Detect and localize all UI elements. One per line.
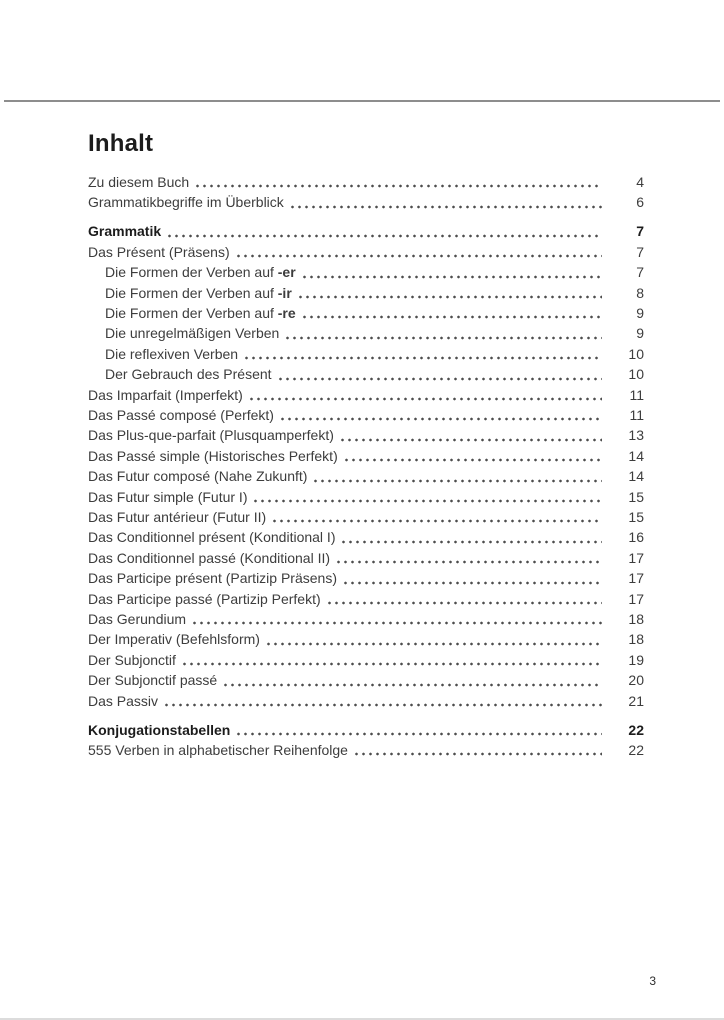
toc-row (88, 385, 644, 405)
toc-entry-text: Der Subjonctif (88, 651, 176, 668)
toc-entry-text: Das Présent (Präsens) (88, 243, 230, 260)
toc-row (88, 629, 644, 649)
dot-leader (284, 192, 614, 212)
toc-row (88, 344, 644, 364)
toc-entry-label (88, 172, 189, 192)
toc-entry-label (88, 446, 338, 466)
toc-row (88, 221, 644, 241)
toc-page-number: 8 (636, 284, 644, 301)
dot-leader (296, 303, 614, 323)
toc-page-number: 18 (628, 631, 644, 648)
toc-entry-label (88, 425, 334, 445)
dot-leader (292, 283, 614, 303)
toc-page-number: 18 (628, 611, 644, 628)
toc-page-number: 22 (628, 721, 644, 738)
toc-entry-label (105, 364, 272, 384)
toc-page-number: 9 (636, 325, 644, 342)
dot-leader (158, 691, 614, 711)
dot-leader (230, 242, 614, 262)
dot-leader (335, 527, 614, 547)
toc-page-number: 17 (628, 549, 644, 566)
toc-entry-label (88, 740, 348, 760)
toc-entry-text: Grammatik (88, 223, 162, 240)
toc-page-number: 7 (636, 243, 644, 260)
toc-entry-text: Das Imparfait (Imperfekt) (88, 386, 243, 403)
toc-list (88, 172, 644, 760)
toc-entry-label (88, 548, 330, 568)
dot-leader (321, 589, 614, 609)
dot-leader (279, 323, 614, 343)
toc-page-number: 15 (628, 488, 644, 505)
toc-page-number: 14 (628, 447, 644, 464)
toc-entry-text: Zu diesem Buch (88, 174, 190, 190)
dot-leader (274, 405, 614, 425)
toc-row (88, 303, 644, 323)
dot-leader (272, 364, 614, 384)
toc-entry-label (88, 507, 266, 527)
toc-page-number: 6 (636, 194, 644, 211)
dot-leader (260, 629, 614, 649)
toc-row (88, 527, 644, 547)
toc-row (88, 405, 644, 425)
toc-row (88, 609, 644, 629)
toc-row (88, 192, 644, 212)
dot-leader (247, 487, 614, 507)
toc-page-number: 21 (628, 692, 644, 709)
dot-leader (217, 670, 614, 690)
toc-page-number: 11 (629, 386, 644, 403)
toc-entry-text: Das Passé simple (Historisches Perfekt) (88, 447, 338, 464)
toc-entry-text: Das Gerundium (88, 611, 187, 628)
toc-page-number: 15 (628, 509, 644, 525)
toc-entry-text: Das Conditionnel passé (Konditional II) (88, 549, 331, 566)
dot-leader (230, 720, 614, 740)
toc-entry-text-bold: -er (277, 264, 296, 281)
toc-entry-label (88, 670, 217, 690)
toc-page-number: 13 (628, 427, 644, 444)
toc-entry-text: Die Formen der Verben auf (105, 304, 278, 321)
toc-row (88, 650, 644, 670)
toc-entry-text: Das Conditionnel présent (Konditional I) (88, 529, 336, 546)
toc-page-number: 7 (636, 264, 644, 281)
toc-page-number: 4 (636, 174, 644, 190)
toc-row (88, 425, 644, 445)
toc-entry-text: Grammatikbegriffe im Überblick (88, 194, 284, 211)
toc-row (88, 172, 644, 192)
toc-entry-text: Das Passé composé (Perfekt) (88, 406, 274, 423)
toc-entry-text: Das Passiv (88, 692, 159, 709)
toc-entry-label (88, 487, 247, 507)
toc-entry-label (88, 385, 243, 405)
dot-leader (334, 425, 614, 445)
toc-page-number: 19 (628, 651, 644, 668)
toc-entry-label (88, 527, 335, 547)
toc-row (88, 507, 644, 527)
toc-entry-text-bold: -re (277, 304, 296, 321)
toc-entry-text: Der Imperativ (Befehlsform) (88, 631, 260, 648)
toc-page-number: 16 (628, 529, 644, 546)
toc-row (88, 740, 644, 760)
dot-leader (243, 385, 614, 405)
toc-entry-text: Die unregelmäßigen Verben (105, 325, 280, 342)
toc-page-number: 22 (628, 741, 644, 758)
toc-entry-label (88, 629, 260, 649)
toc-page-number: 11 (629, 406, 644, 423)
toc-row (88, 720, 644, 740)
toc-row (88, 323, 644, 343)
toc-entry-text: Die reflexiven Verben (105, 345, 239, 362)
dot-leader (338, 446, 614, 466)
toc-entry-label (88, 221, 161, 241)
toc-page-number: 17 (628, 570, 644, 587)
toc-entry-label (88, 720, 230, 740)
toc-entry-label (88, 691, 158, 711)
toc-content (88, 130, 644, 760)
toc-entry-label (88, 242, 230, 262)
toc-entry-text: Das Participe présent (Partizip Präsens) (88, 570, 337, 587)
toc-entry-label (105, 303, 296, 323)
toc-entry-text: Der Subjonctif passé (88, 672, 218, 689)
dot-leader (161, 221, 614, 241)
toc-row (88, 670, 644, 690)
toc-entry-label (105, 262, 296, 282)
toc-entry-text-bold: -ir (277, 284, 292, 301)
page-title: Inhalt (88, 130, 154, 157)
toc-entry-text: Der Gebrauch des Présent (105, 366, 272, 383)
toc-entry-label (105, 283, 292, 303)
toc-row (88, 691, 644, 711)
toc-entry-label (105, 344, 238, 364)
header-rule (4, 100, 720, 102)
toc-entry-text: Das Futur simple (Futur I) (88, 488, 248, 505)
toc-row (88, 364, 644, 384)
dot-leader (307, 466, 614, 486)
toc-row (88, 446, 644, 466)
toc-row (88, 568, 644, 588)
toc-row (88, 242, 644, 262)
toc-entry-text: 555 Verben in alphabetischer Reihenfolge (88, 741, 348, 758)
dot-leader (189, 172, 614, 192)
toc-row (88, 548, 644, 568)
toc-entry-text: Das Plus-que-parfait (Plusquamperfekt) (88, 427, 334, 444)
dot-leader (238, 344, 614, 364)
toc-page-number: 17 (628, 590, 644, 607)
dot-leader (296, 262, 614, 282)
toc-entry-text: Das Participe passé (Partizip Perfekt) (88, 590, 321, 607)
toc-entry-text: Konjugationstabellen (88, 721, 231, 738)
toc-page-number: 7 (636, 223, 644, 240)
toc-entry-label (88, 192, 284, 212)
toc-page-number: 14 (628, 468, 644, 485)
toc-row (88, 466, 644, 486)
dot-leader (348, 740, 614, 760)
toc-entry-text: Die Formen der Verben auf (105, 264, 278, 281)
toc-entry-label (88, 650, 176, 670)
toc-entry-text: Das Futur composé (Nahe Zukunft) (88, 468, 308, 485)
dot-leader (337, 568, 614, 588)
toc-page-number: 9 (636, 304, 644, 321)
toc-entry-label (88, 466, 307, 486)
dot-leader (186, 609, 614, 629)
toc-entry-text: Die Formen der Verben auf (105, 284, 278, 301)
folio-page-number: 3 (649, 974, 656, 988)
toc-entry-label (88, 609, 186, 629)
toc-row (88, 262, 644, 282)
toc-page-number: 10 (628, 345, 644, 362)
toc-entry-label (88, 405, 274, 425)
toc-page-number: 20 (628, 672, 644, 689)
toc-entry-label (88, 589, 321, 609)
toc-page-number: 10 (628, 366, 644, 383)
toc-row (88, 589, 644, 609)
toc-entry-label (105, 323, 279, 343)
dot-leader (266, 507, 614, 527)
toc-row (88, 283, 644, 303)
toc-entry-label (88, 568, 337, 588)
toc-entry-text: Das Futur antérieur (Futur II) (88, 509, 267, 525)
dot-leader (330, 548, 614, 568)
dot-leader (176, 650, 614, 670)
toc-row (88, 487, 644, 507)
